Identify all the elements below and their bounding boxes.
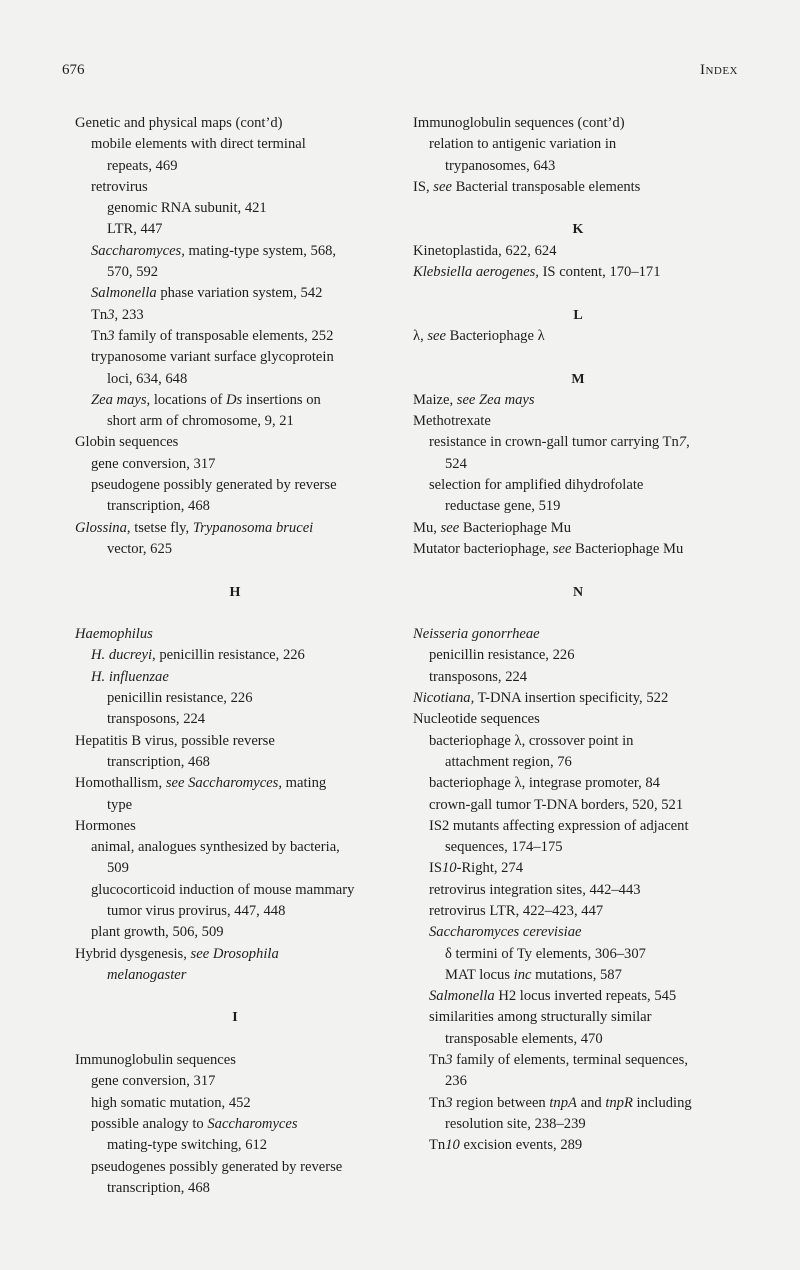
index-entry: δ termini of Ty elements, 306–307 [445,945,646,962]
index-entry: selection for amplified dihydrofolate [429,477,644,494]
index-entry: retrovirus LTR, 422–423, 447 [429,902,604,919]
spacer [413,198,743,219]
index-entry: Tn3 region between tnpA and tnpR including [429,1094,692,1111]
index-entry: type [107,796,133,813]
section-letter: I [232,1010,238,1026]
index-entry: Genetic and physical maps (cont’d) [75,115,283,131]
index-entry: attachment region, 76 [445,753,572,770]
index-entry: Glossina, tsetse fly, Trypanosoma brucei [75,519,314,536]
index-entry: Globin sequences [75,434,179,451]
index-entry: 524 [445,455,467,472]
index-entry: genomic RNA subunit, 421 [107,200,267,217]
index-entry: transposable elements, 470 [445,1030,603,1047]
index-entry: IS10-Right, 274 [429,860,524,877]
running-head: Index [699,62,738,78]
index-entry: Salmonella phase variation system, 542 [91,285,323,302]
index-entry: pseudogenes possibly generated by reverse [91,1158,343,1175]
index-entry: Zea mays, locations of Ds insertions on [91,391,321,408]
index-entry: bacteriophage λ, crossover point in [429,732,634,749]
spacer [75,560,395,581]
index-entry: Nucleotide sequences [413,711,540,728]
index-entry: Salmonella H2 locus inverted repeats, 545 [429,988,677,1005]
index-entry: Hybrid dysgenesis, see Drosophila [75,945,279,962]
index-entry: Nicotiana, T-DNA insertion specificity, 522 [413,690,669,707]
index-entry: Hepatitis B virus, possible reverse [75,732,275,749]
index-entry: short arm of chromosome, 9, 21 [107,413,294,430]
spacer [413,283,743,304]
index-entry: transposons, 224 [107,711,206,728]
index-entry: λ, see Bacteriophage λ [413,327,545,344]
index-entry: bacteriophage λ, integrase promoter, 84 [429,775,660,792]
index-entry: penicillin resistance, 226 [107,690,253,707]
index-entry: glucocorticoid induction of mouse mammary [91,881,355,898]
index-entry: transcription, 468 [107,498,210,515]
index-entry: Tn3, 233 [91,306,144,323]
index-entry: Hormones [75,817,136,834]
index-entry: IS2 mutants affecting expression of adjacent [429,817,689,834]
index-column-right [413,113,743,1157]
spacer [413,560,743,581]
index-entry: IS, see Bacterial transposable elements [413,178,641,195]
page-number: 676 [62,62,85,78]
index-entry: gene conversion, 317 [91,455,216,472]
index-entry: Saccharomyces, mating-type system, 568, [91,242,337,259]
index-entry: Kinetoplastida, 622, 624 [413,242,557,259]
spacer [75,1029,395,1050]
index-entry: trypanosomes, 643 [445,157,556,174]
index-entry: LTR, 447 [107,221,163,238]
index-entry: melanogaster [107,966,187,983]
spacer [413,603,743,624]
index-entry: plant growth, 506, 509 [91,924,224,941]
index-entry: Saccharomyces cerevisiae [429,924,582,941]
index-entry: sequences, 174–175 [445,839,563,856]
spacer [413,347,743,368]
index-entry: repeats, 469 [107,157,178,174]
index-entry: Klebsiella aerogenes, IS content, 170–171 [413,264,661,281]
index-entry: Maize, see Zea mays [413,391,535,408]
spacer [75,986,395,1007]
index-entry: transposons, 224 [429,668,528,685]
index-entry: Haemophilus [75,626,153,643]
section-letter: K [572,222,584,238]
index-entry: penicillin resistance, 226 [429,647,575,664]
index-entry: Homothallism, see Saccharomyces, mating [75,775,327,792]
index-entry: transcription, 468 [107,753,210,770]
index-entry: Tn3 family of elements, terminal sequences, [429,1052,688,1069]
index-entry: similarities among structurally similar [429,1009,652,1026]
index-entry: Neisseria gonorrheae [413,626,540,643]
index-entry: MAT locus inc mutations, 587 [445,966,622,983]
index-entry: H. influenzae [91,668,169,685]
index-entry: Methotrexate [413,413,491,430]
index-entry: relation to antigenic variation in [429,136,617,153]
index-entry: resolution site, 238–239 [445,1115,586,1132]
page-header [62,62,738,84]
index-entry: Mutator bacteriophage, see Bacteriophage Mu [413,540,684,557]
index-entry: loci, 634, 648 [107,370,188,387]
index-entry: possible analogy to Saccharomyces [91,1115,298,1132]
section-letter: L [573,307,583,323]
index-entry: retrovirus integration sites, 442–443 [429,881,641,898]
index-entry: 570, 592 [107,264,159,281]
index-entry: Immunoglobulin sequences (cont’d) [413,115,625,131]
section-letter: M [571,371,585,387]
index-entry: transcription, 468 [107,1179,210,1196]
index-entry: H. ducreyi, penicillin resistance, 226 [91,647,305,664]
index-entry: Tn3 family of transposable elements, 252 [91,327,334,344]
index-entry: retrovirus [91,178,148,195]
section-letter: H [229,584,241,600]
index-column-left [75,113,395,1199]
index-entry: reductase gene, 519 [445,498,561,515]
index-entry: Tn10 excision events, 289 [429,1137,583,1154]
index-entry: resistance in crown-gall tumor carrying Tn7, [429,434,690,451]
index-entry: mating-type switching, 612 [107,1137,268,1154]
spacer [75,603,395,624]
index-entry: trypanosome variant surface glycoprotein [91,349,334,366]
index-entry: mobile elements with direct terminal [91,136,306,153]
index-entry: crown-gall tumor T-DNA borders, 520, 521 [429,796,684,813]
index-entry: vector, 625 [107,540,173,557]
index-entry: gene conversion, 317 [91,1073,216,1090]
index-entry: 509 [107,860,129,877]
index-entry: Mu, see Bacteriophage Mu [413,519,572,536]
index-entry: Immunoglobulin sequences [75,1052,236,1069]
index-entry: high somatic mutation, 452 [91,1094,251,1111]
index-entry: 236 [445,1073,467,1090]
section-letter: N [572,584,584,600]
index-entry: pseudogene possibly generated by reverse [91,477,337,494]
index-entry: tumor virus provirus, 447, 448 [107,902,286,919]
index-entry: animal, analogues synthesized by bacteria, [91,839,340,856]
